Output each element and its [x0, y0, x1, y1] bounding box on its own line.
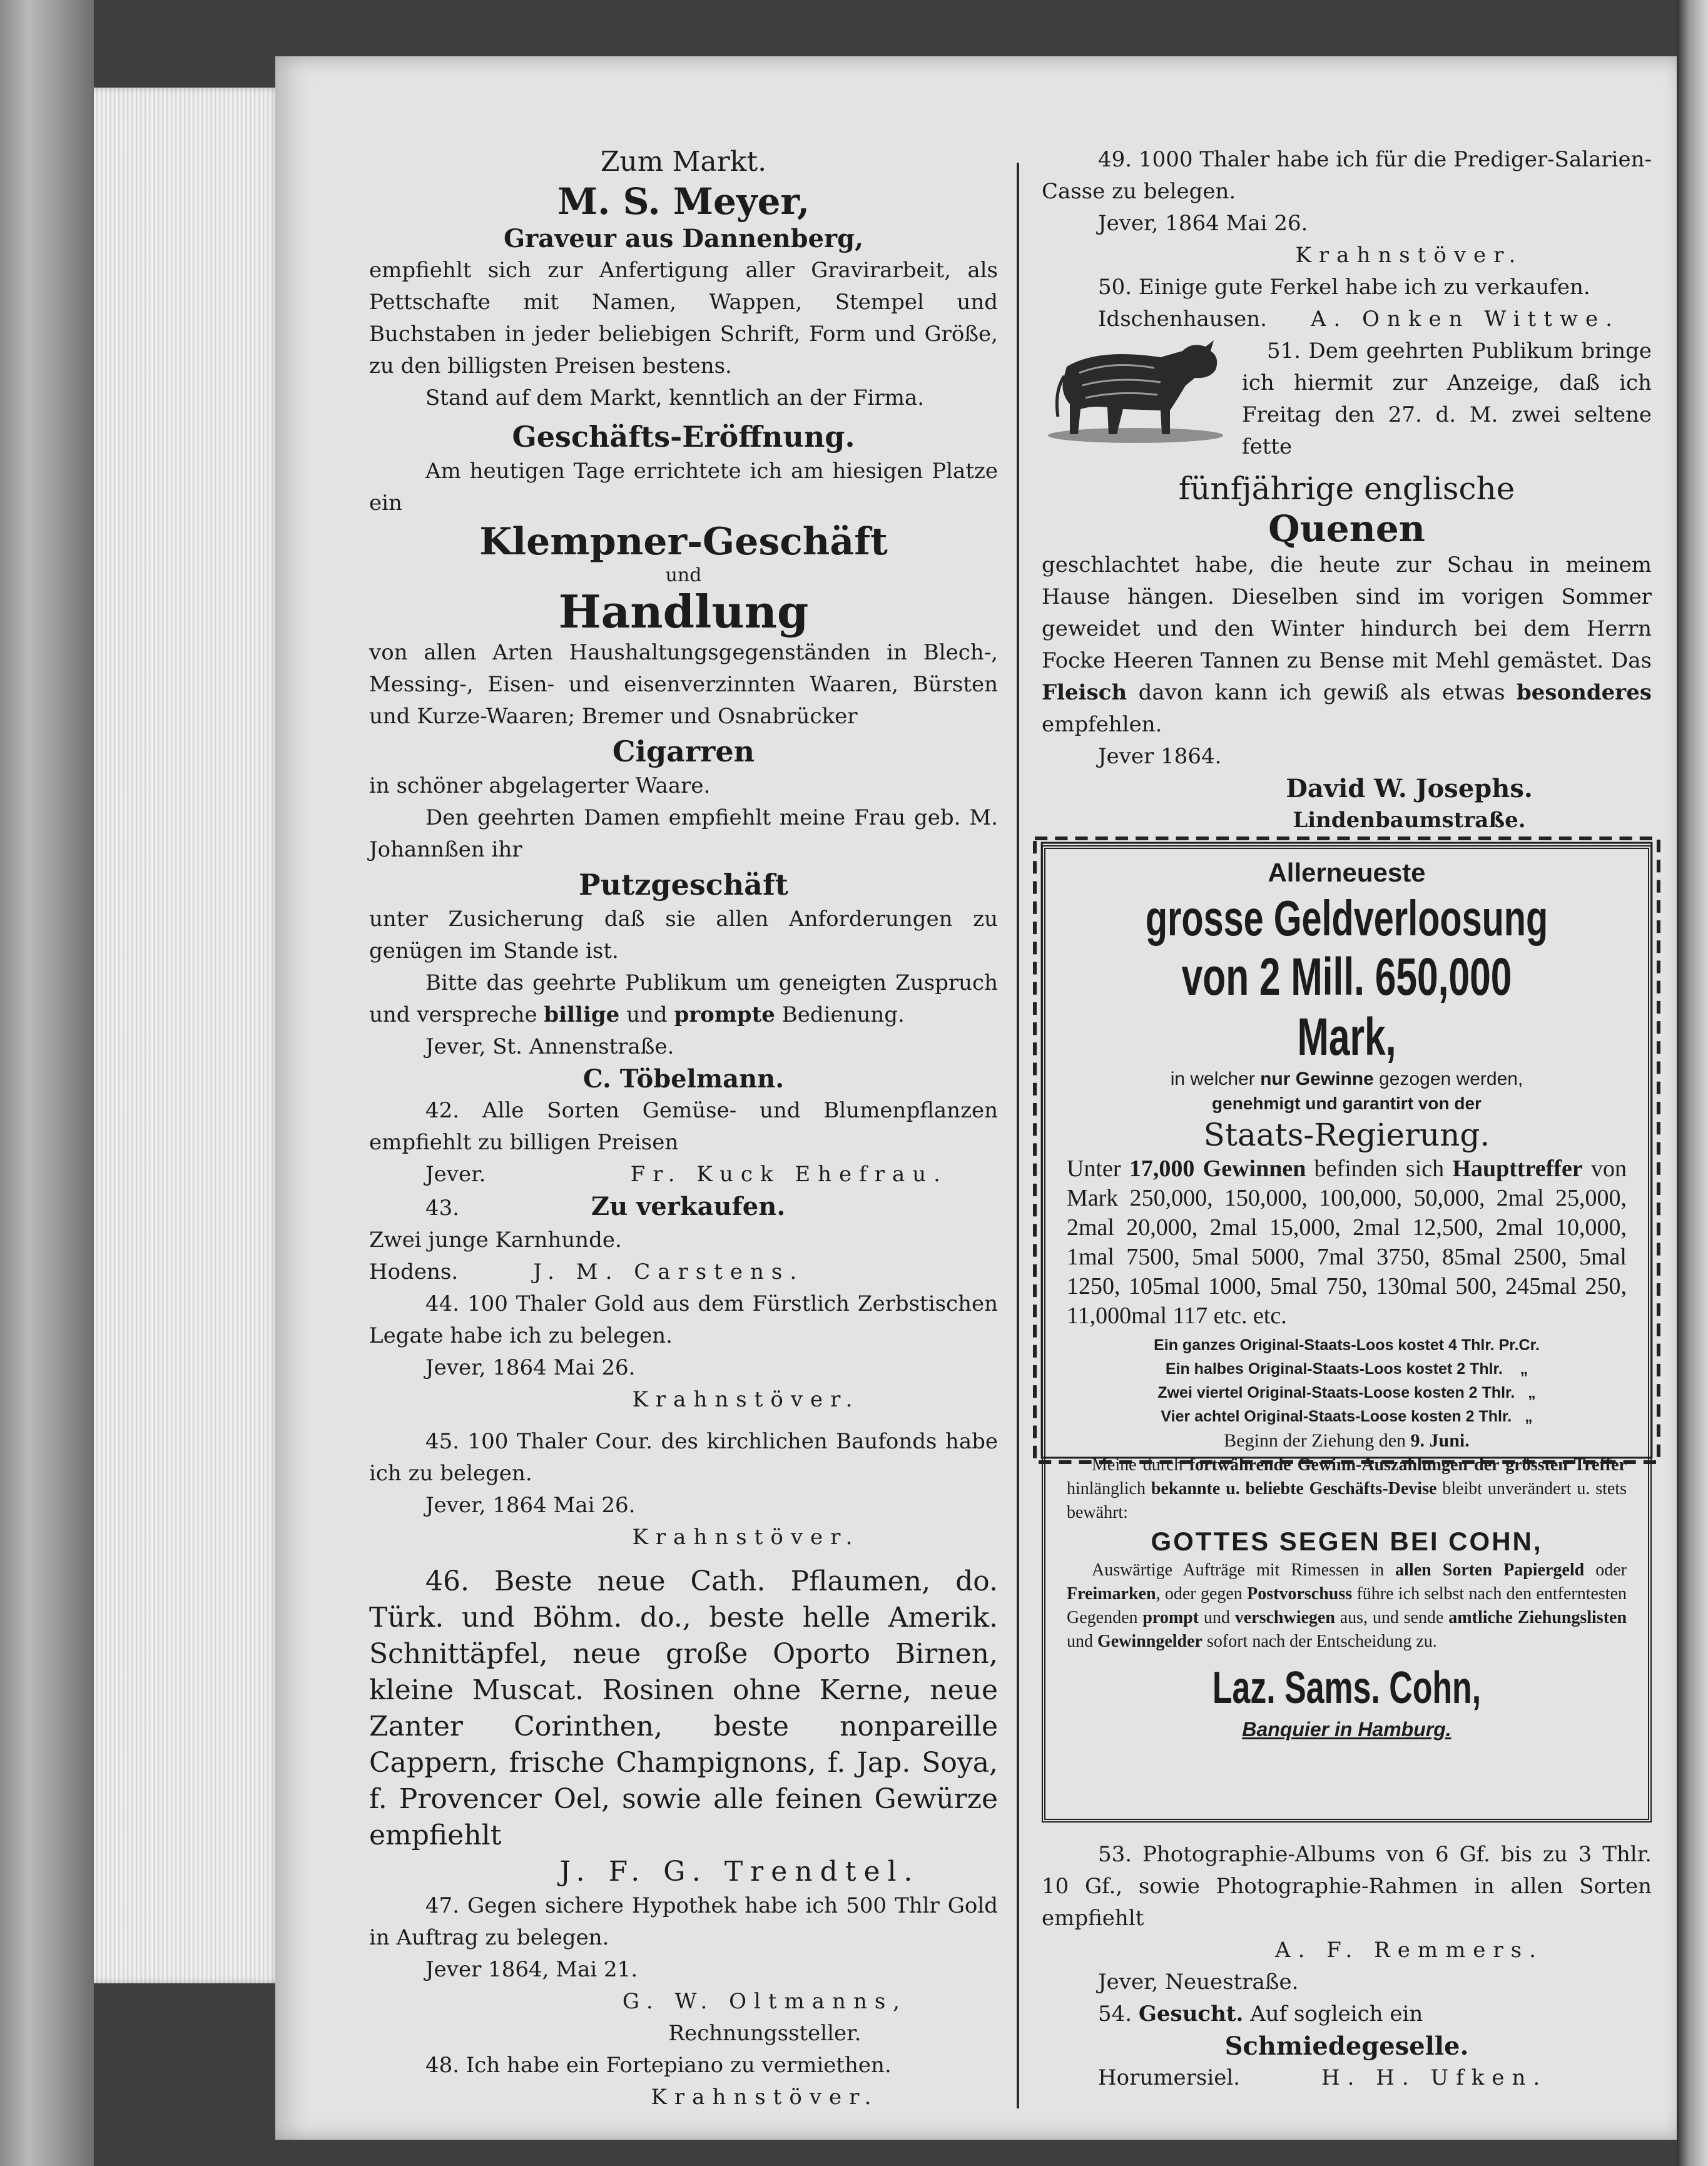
ad43-num: 43.	[425, 1196, 460, 1221]
ad46-sign: J. F. G. Trendtel.	[559, 1856, 920, 1888]
ad50-text: 50. Einige gute Ferkel habe ich zu verkaufen.	[1098, 275, 1590, 300]
opening-title-1: Klempner-Geschäft	[479, 520, 888, 564]
next-page-edge	[1677, 0, 1708, 2166]
opening-heading: Geschäfts-Eröffnung.	[512, 420, 855, 454]
ad51-street: Lindenbaumstraße.	[1293, 808, 1526, 833]
ad49-text: 49. 1000 Thaler habe ich für die Prediger-Salarien-Casse zu belegen.	[1042, 147, 1652, 204]
lottery-line-2: genehmigt und garantirt von der	[1212, 1094, 1482, 1113]
lottery-price-line: Zwei viertel Original-Staats-Loose kosten 2 Thlr. „	[1157, 1384, 1536, 1401]
ad43-header	[369, 1191, 998, 1224]
ad54-place: Horumersiel.	[1098, 2065, 1241, 2090]
ad42-sign: Fr. Kuck Ehefrau.	[630, 1162, 948, 1187]
lottery-prizes: Unter 17,000 Gewinnen befinden sich Haupttreffer von Mark 250,000, 150,000, 100,000, 50,000, 2mal 25,000, 2mal 20,000, 2mal 15,000, 2mal 12,500, 2mal 10,000, 1mal 7500, 5mal 5000, 7mal 3750, 85mal 2500, 5mal 1250, 105mal 1000, 5mal 750, 130mal 500, 245mal 250, 11,000mal 117 etc. etc.	[1067, 1156, 1627, 1329]
ad54-footer	[1042, 2062, 1652, 2094]
lottery-orders: Auswärtige Aufträge mit Rimessen in allen Sorten Papiergeld oder Freimarken, oder gegen Postvorschuss führe ich selbst nach den entferntesten Gegenden prompt und verschwiegen aus, und sende amtliche Ziehungslisten und Gewinngelder sofort nach der Entscheidung zu.	[1067, 1560, 1627, 1651]
opening-intro: Am heutigen Tage errichtete ich am hiesigen Platze ein	[369, 459, 998, 516]
lottery-kicker: Allerneueste	[1268, 858, 1426, 887]
ad51-sign: David W. Josephs.	[1286, 774, 1533, 803]
opening-body: von allen Arten Haushaltungsgegenständen in Blech-, Messing-, Eisen- und eisenverzinnten Waaren, Bürsten und Kurze-Waaren; Bremer und Osnabrücker	[369, 640, 998, 729]
opening-wife: Den geehrten Damen empfiehlt meine Frau geb. M. Johannßen ihr	[369, 805, 998, 862]
page-edges	[94, 88, 282, 1983]
ad43-text: Zwei junge Karnhunde.	[369, 1228, 622, 1253]
ad48-sign: Krahnstöver.	[651, 2085, 879, 2110]
lottery-advert	[1042, 845, 1652, 1823]
ad51-header	[1042, 335, 1652, 467]
ad54-sign: H. H. Ufken.	[1321, 2065, 1548, 2090]
opening-signature: C. Töbelmann.	[582, 1064, 785, 1094]
ad43-footer	[369, 1256, 998, 1288]
ad51-body	[1042, 549, 1652, 741]
meyer-stand: Stand auf dem Markt, kenntlich an der Firma.	[425, 385, 925, 410]
cow-illustration-icon	[1042, 323, 1229, 454]
ad51-body-post: empfehlen.	[1042, 712, 1162, 737]
lottery-banker: Laz. Sams. Cohn,	[1212, 1663, 1482, 1713]
ad51-date: Jever 1864.	[1098, 744, 1222, 769]
ad47-sign: G. W. Oltmanns,	[622, 1989, 908, 2014]
ad45-text: 45. 100 Thaler Cour. des kirchlichen Baufonds habe ich zu belegen.	[369, 1429, 998, 1486]
lottery-line-1: in welcher nur Gewinne gezogen werden,	[1170, 1069, 1523, 1089]
ad54-line: 54. Gesucht. Auf sogleich ein	[1098, 2001, 1423, 2026]
opening-ask	[369, 967, 998, 1031]
ad51-text: 51. Dem geehrten Publikum bringe ich hiermit zur Anzeige, daß ich Freitag den 27. d. M. zwei seltene fette	[1242, 338, 1652, 459]
ad47-role: Rechnungssteller.	[668, 2021, 862, 2046]
opening-title-2: Handlung	[558, 585, 809, 638]
opening-putz-note: unter Zusicherung daß sie allen Anforderungen zu genügen im Stande ist.	[369, 907, 998, 964]
lottery-authority: Staats-Regierung.	[1203, 1117, 1490, 1153]
ad45-date: Jever, 1864 Mai 26.	[425, 1493, 636, 1518]
ad43-heading: Zu verkaufen.	[591, 1192, 786, 1221]
left-column	[369, 144, 998, 2113]
ad51-title-1: fünfjährige englische	[1178, 470, 1515, 507]
lottery-banker-role: Banquier in Hamburg.	[1242, 1718, 1451, 1741]
lottery-price-line: Vier achtel Original-Staats-Loose kosten 2 Thlr. „	[1161, 1408, 1533, 1425]
lottery-start: Beginn der Ziehung den 9. Juni.	[1224, 1430, 1470, 1451]
opening-place: Jever, St. Annenstraße.	[425, 1034, 674, 1059]
ad45-sign: Krahnstöver.	[632, 1525, 860, 1550]
book-spine	[0, 0, 94, 2166]
meyer-name: M. S. Meyer,	[557, 180, 810, 223]
meyer-subtitle: Graveur aus Dannenberg,	[503, 224, 864, 253]
ad46-text: 46. Beste neue Cath. Pflaumen, do. Türk. und Böhm. do., beste helle Amerik. Schnittäpfel, neue große Oporto Birnen, kleine Muscat. Rosinen ohne Kerne, neue Zanter Corinthen, beste nonpareille Cappern, frische Champignons, f. Jap. Soya, f. Provencer Oel, sowie alle feinen Gewürze empfiehlt	[369, 1565, 998, 1851]
ad42-text: 42. Alle Sorten Gemüse- und Blumenpflanzen empfiehlt zu billigen Preisen	[369, 1098, 998, 1155]
ad53-sign: A. F. Remmers.	[1275, 1938, 1543, 1963]
ad43-place: Hodens.	[369, 1259, 459, 1284]
ad42-footer	[369, 1159, 998, 1191]
opening-ask-und: und	[626, 1002, 668, 1027]
ad42-place: Jever.	[425, 1162, 486, 1187]
ad49-sign: Krahnstöver.	[1295, 243, 1523, 268]
opening-und: und	[665, 564, 702, 586]
lottery-price-list	[1067, 1333, 1627, 1428]
ad51-body-pre: geschlachtet habe, die heute zur Schau in meinem Hause hängen. Dieselben sind im vorigen Sommer geweidet und den Winter hindurch bei dem Herrn Focke Heeren Tannen zu Bense mit Mehl gemästet. Das	[1042, 552, 1652, 673]
ad53-place: Jever, Neuestraße.	[1098, 1970, 1299, 1995]
lottery-body: Meine durch fortwährende Gewinn-Auszahlungen der grössten Treffer hinlänglich bekannte u. beliebte Geschäfts-Devise bleibt unverändert u. stets bewährt:	[1067, 1455, 1627, 1522]
ad47-date: Jever 1864, Mai 21.	[425, 1957, 638, 1982]
column-divider	[1017, 163, 1019, 2108]
ad48-text: 48. Ich habe ein Fortepiano zu vermiethen.	[425, 2053, 892, 2078]
ad44-date: Jever, 1864 Mai 26.	[425, 1355, 636, 1380]
ad51-body-mid: davon kann ich gewiß als etwas	[1138, 680, 1505, 705]
ad53-text: 53. Photographie-Albums von 6 Gf. bis zu 3 Thlr. 10 Gf., sowie Photographie-Rahmen in allen Sorten empfiehlt	[1042, 1842, 1652, 1931]
ad44-text: 44. 100 Thaler Gold aus dem Fürstlich Zerbstischen Legate habe ich zu belegen.	[369, 1291, 998, 1348]
opening-ask-pre: Bitte das geehrte Publikum um geneigten Zuspruch und verspreche	[369, 970, 998, 1027]
lottery-motto: GOTTES SEGEN BEI COHN,	[1151, 1527, 1543, 1556]
ad47-text: 47. Gegen sichere Hypothek habe ich 500 Thlr Gold in Auftrag zu belegen.	[369, 1893, 998, 1950]
ad44-sign: Krahnstöver.	[632, 1387, 860, 1412]
opening-cigars: Cigarren	[612, 735, 755, 768]
opening-ask-billige: billige	[544, 1002, 620, 1027]
meyer-heading: Zum Markt.	[600, 146, 767, 178]
opening-ask-post: Bedienung.	[781, 1002, 905, 1027]
ad51-title-2: Quenen	[1268, 507, 1425, 550]
ad51-body-besonderes: besonderes	[1516, 680, 1652, 705]
ad54-title: Schmiedegeselle.	[1224, 2031, 1469, 2061]
lottery-price-line: Ein ganzes Original-Staats-Loos kostet 4 Thlr. Pr.Cr.	[1154, 1336, 1540, 1354]
opening-ask-prompte: prompte	[674, 1002, 775, 1027]
ad49-date: Jever, 1864 Mai 26.	[1098, 211, 1308, 236]
lottery-price-line: Ein halbes Original-Staats-Loos kostet 2 Thlr. „	[1165, 1360, 1528, 1378]
ad54-heading: Gesucht.	[1138, 2001, 1244, 2026]
right-column	[1042, 144, 1652, 2094]
lottery-title-2: von 2 Mill. 650,000 Mark,	[1181, 947, 1512, 1066]
meyer-body: empfiehlt sich zur Anfertigung aller Gravirarbeit, als Pettschafte mit Namen, Wappen, Stempel und Buchstaben in jeder beliebigen Schrift, Form und Größe, zu den billigsten Preisen bestens.	[369, 258, 998, 379]
ad43-sign: J. M. Carstens.	[533, 1259, 805, 1284]
ad50-place: Idschenhausen.	[1098, 307, 1267, 332]
ad51-body-fleisch: Fleisch	[1042, 680, 1127, 705]
opening-cigars-note: in schöner abgelagerter Waare.	[369, 773, 711, 798]
lottery-title-1: grosse Geldverloosung	[1145, 890, 1548, 946]
opening-putz: Putzgeschäft	[578, 868, 789, 902]
ad50-sign: A. Onken Wittwe.	[1310, 307, 1620, 332]
